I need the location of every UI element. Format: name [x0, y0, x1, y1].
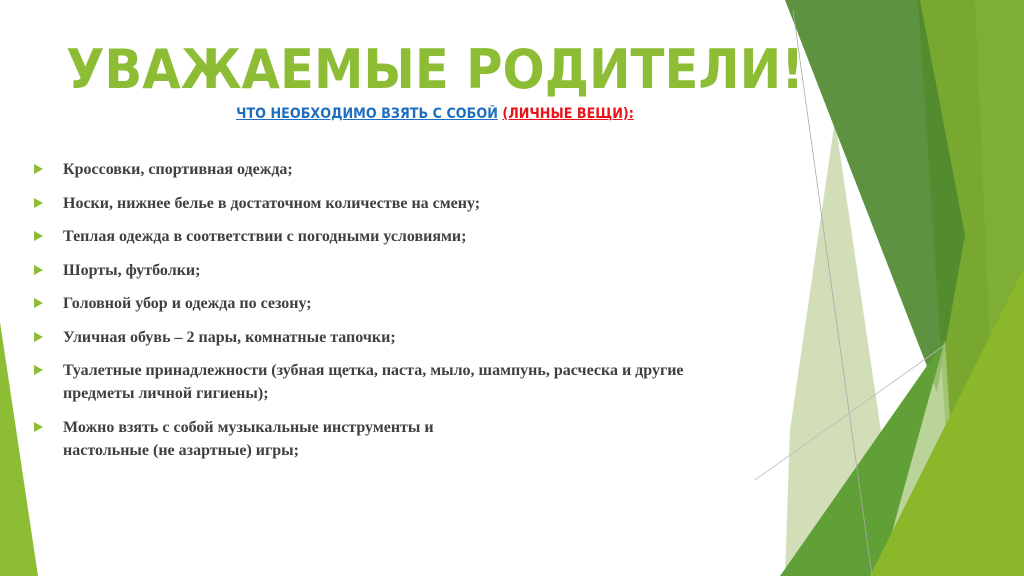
list-item-text: Кроссовки, спортивная одежда;	[63, 161, 293, 178]
list-item	[34, 292, 774, 315]
items-list	[34, 158, 774, 472]
bullet-arrow-icon	[34, 332, 43, 342]
list-item-text: Носки, нижнее белье в достаточном количестве на смену;	[63, 194, 481, 212]
bullet-arrow-icon	[34, 231, 43, 241]
left-green-triangle	[0, 322, 38, 576]
list-item	[34, 326, 774, 349]
list-item	[34, 359, 753, 405]
subtitle-main: ЧТО НЕОБХОДИМО ВЗЯТЬ С СОБОЙ	[236, 106, 498, 122]
list-item-text: Шорты, футболки;	[63, 261, 201, 279]
bullet-arrow-icon	[34, 298, 43, 308]
bullet-arrow-icon	[34, 365, 43, 375]
list-item	[34, 192, 774, 215]
list-item-text: Можно взять с собой музыкальные инструменты и настольные (не азартные) игры;	[63, 418, 434, 459]
list-item	[34, 158, 774, 181]
slide-title: УВАЖАЕМЫЕ РОДИТЕЛИ!	[66, 38, 804, 101]
list-item	[34, 416, 513, 462]
bullet-arrow-icon	[34, 164, 43, 174]
list-item-text: Туалетные принадлежности (зубная щетка, паста, мыло, шампунь, расческа и другие предметы личной гигиены);	[63, 362, 684, 402]
list-item-text: Уличная обувь – 2 пары, комнатные тапочки;	[63, 328, 396, 346]
list-item	[34, 225, 774, 248]
bullet-arrow-icon	[34, 265, 43, 275]
subtitle-highlight: (ЛИЧНЫЕ ВЕЩИ):	[502, 106, 634, 122]
list-item-text: Головной убор и одежда по сезону;	[63, 295, 312, 312]
bullet-arrow-icon	[34, 422, 43, 432]
list-item	[34, 259, 774, 282]
slide-subtitle	[52, 106, 818, 122]
list-item-text: Теплая одежда в соответствии с погодными условиями;	[63, 228, 467, 245]
bullet-arrow-icon	[34, 198, 43, 208]
